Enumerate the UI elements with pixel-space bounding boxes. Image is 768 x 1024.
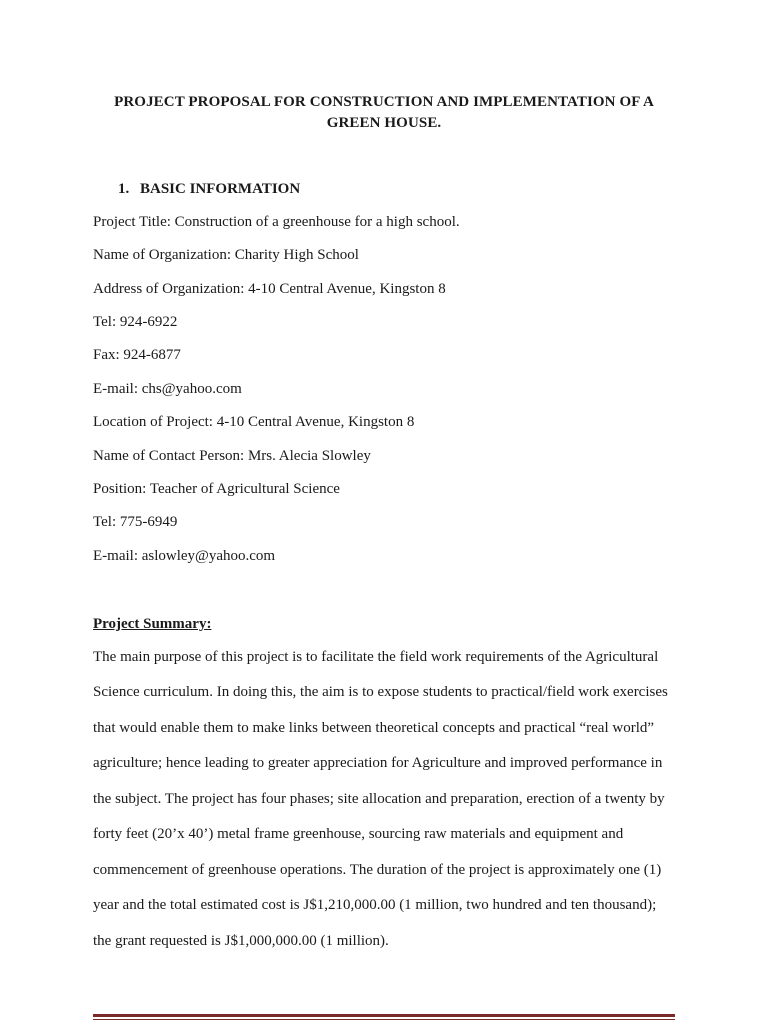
summary-line: year and the total estimated cost is J$1,210,000.00 (1 million, two hundred and ten thousand); (93, 897, 657, 913)
info-organization-email: E-mail: chs@yahoo.com (93, 381, 242, 397)
document-title (80, 92, 688, 134)
section-heading-basic-information (118, 180, 300, 198)
footer-divider-thin (93, 1019, 675, 1020)
info-organization-name: Name of Organization: Charity High School (93, 247, 359, 263)
summary-line: Science curriculum. In doing this, the aim is to expose students to practical/field work exercises (93, 684, 668, 700)
title-line-2: GREEN HOUSE. (326, 115, 442, 131)
summary-line: forty feet (20’x 40’) metal frame greenhouse, sourcing raw materials and equipment and (93, 826, 624, 842)
project-summary-heading: Project Summary: (93, 616, 212, 632)
summary-line: agriculture; hence leading to greater appreciation for Agriculture and improved performance in (93, 755, 663, 771)
summary-line: the grant requested is J$1,000,000.00 (1 million). (93, 933, 389, 949)
summary-line: the subject. The project has four phases; site allocation and preparation, erection of a twenty by (93, 791, 665, 807)
title-line-1: PROJECT PROPOSAL FOR CONSTRUCTION AND IMPLEMENTATION OF A (114, 94, 654, 110)
info-project-location: Location of Project: 4-10 Central Avenue, Kingston 8 (93, 414, 415, 430)
footer-divider (93, 1014, 675, 1017)
info-contact-tel: Tel: 775-6949 (93, 514, 178, 530)
summary-line: that would enable them to make links between theoretical concepts and practical “real world” (93, 720, 655, 736)
info-organization-fax: Fax: 924-6877 (93, 347, 181, 363)
summary-line: commencement of greenhouse operations. The duration of the project is approximately one (1) (93, 862, 662, 878)
info-contact-email: E-mail: aslowley@yahoo.com (93, 548, 276, 564)
info-project-title: Project Title: Construction of a greenhouse for a high school. (93, 214, 460, 230)
section-number: 1. (118, 181, 130, 197)
summary-line: The main purpose of this project is to facilitate the field work requirements of the Agricultural (93, 649, 659, 665)
info-contact-person: Name of Contact Person: Mrs. Alecia Slowley (93, 448, 371, 464)
info-contact-position: Position: Teacher of Agricultural Science (93, 481, 340, 497)
section-heading-text: BASIC INFORMATION (140, 181, 301, 197)
info-organization-tel: Tel: 924-6922 (93, 314, 178, 330)
info-organization-address: Address of Organization: 4-10 Central Avenue, Kingston 8 (93, 281, 446, 297)
